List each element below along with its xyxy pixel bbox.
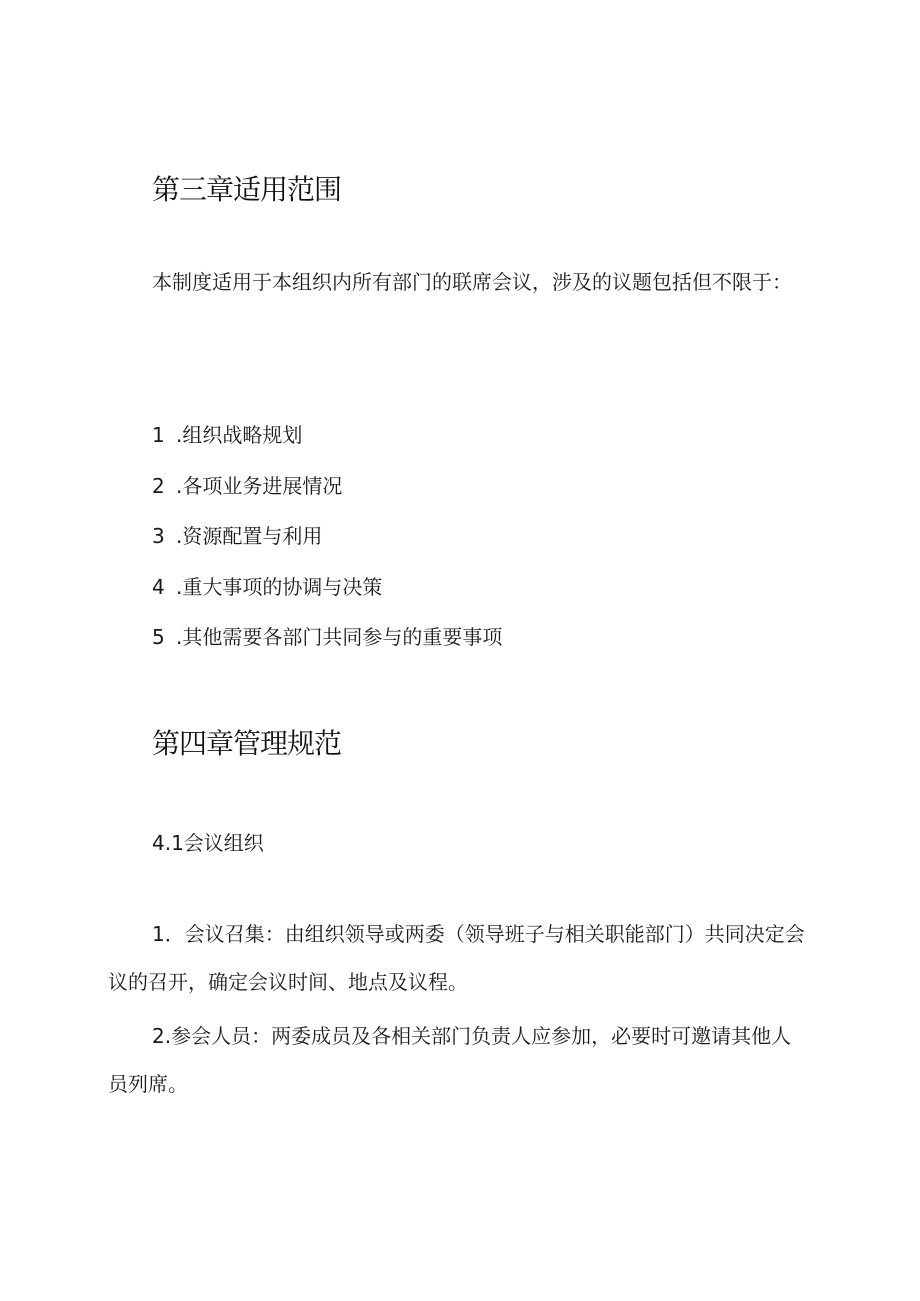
list-item-number: 2 <box>152 474 165 498</box>
list-item <box>152 621 502 650</box>
list-item-number: 3 <box>152 524 165 548</box>
list-item <box>152 470 342 499</box>
list-item <box>152 419 302 448</box>
chapter-3-intro-text: 本制度适用于本组织内所有部门的联席会议，涉及的议题包括但不限于： <box>152 270 792 294</box>
list-item-text: .其他需要各部门共同参与的重要事项 <box>176 625 503 649</box>
list-item-text: .组织战略规划 <box>176 423 303 447</box>
section-4-1-title: 4.1会议组织 <box>152 831 264 855</box>
list-item-text: .各项业务进展情况 <box>176 474 343 498</box>
list-item <box>152 520 322 549</box>
paragraph-text: 1．会议召集：由组织领导或两委（领导班子与相关职能部门）共同决定会议的召开，确定会议时间、地点及议程。 <box>108 922 805 994</box>
list-item-text: .重大事项的协调与决策 <box>176 575 383 599</box>
chapter-3-intro <box>108 258 808 306</box>
chapter-4-paragraph-1 <box>108 910 808 1006</box>
list-item-number: 4 <box>152 575 165 599</box>
paragraph-text: 2.参会人员：两委成员及各相关部门负责人应参加，必要时可邀请其他人员列席。 <box>108 1024 792 1096</box>
list-item-number: 1 <box>152 423 165 447</box>
list-item <box>152 571 382 600</box>
chapter-4-paragraph-2 <box>108 1012 808 1108</box>
chapter-4-title: 第四章管理规范 <box>152 727 342 760</box>
chapter-3-title: 第三章适用范围 <box>152 173 342 206</box>
list-item-text: .资源配置与利用 <box>176 524 323 548</box>
list-item-number: 5 <box>152 625 165 649</box>
